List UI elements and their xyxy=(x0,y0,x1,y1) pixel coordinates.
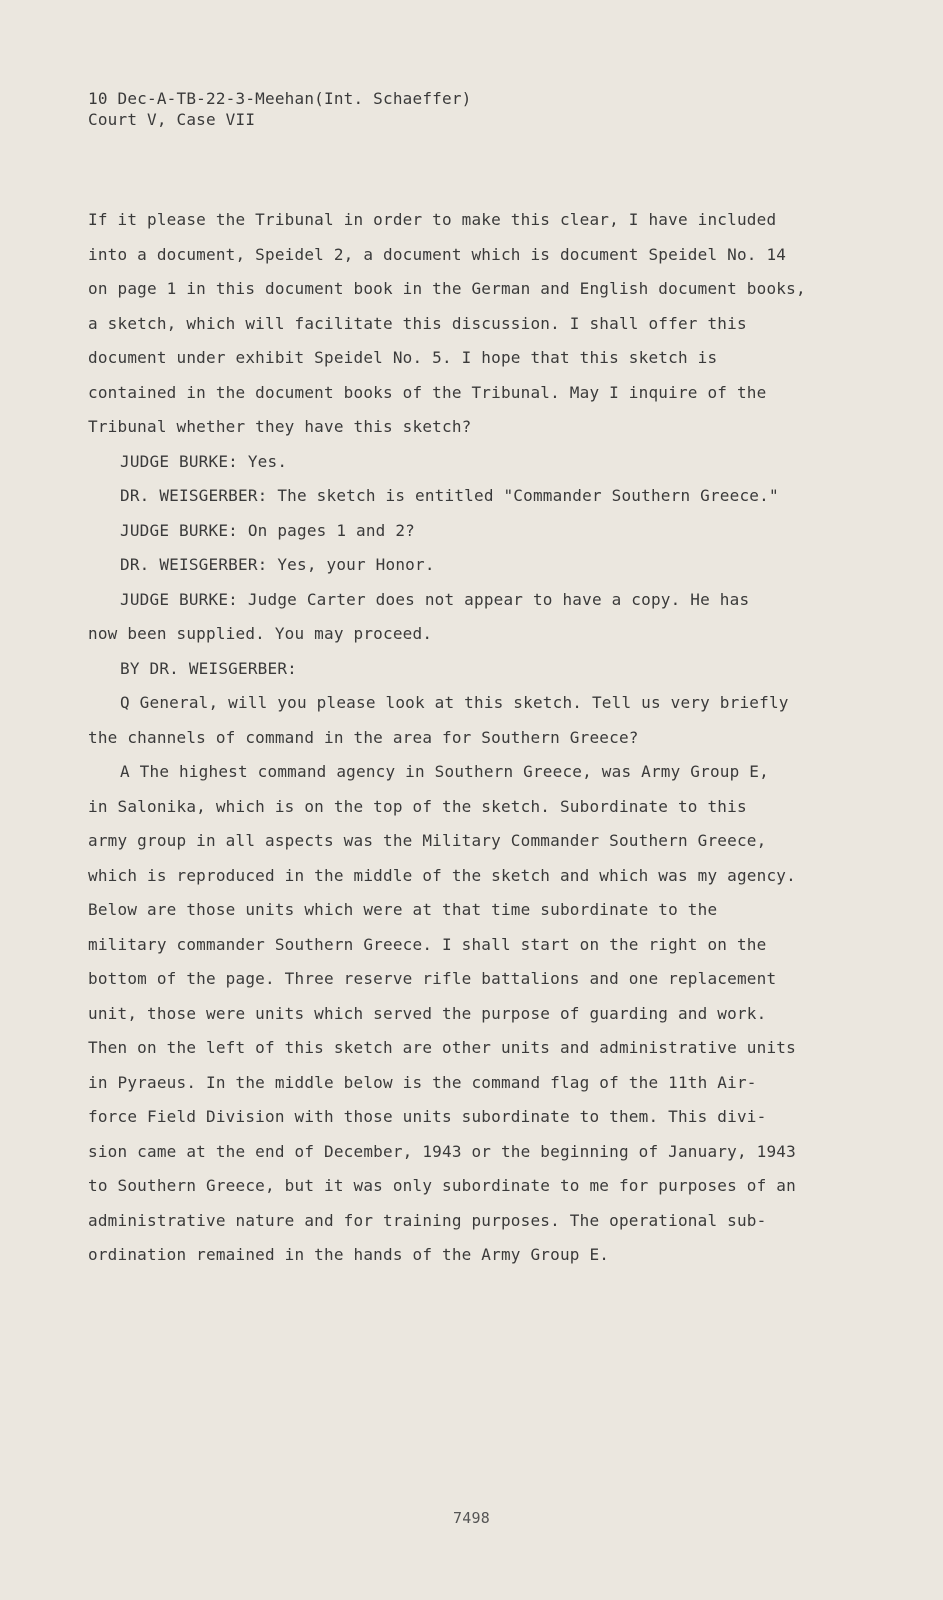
transcript-line: army group in all aspects was the Military Commander Southern Greece, xyxy=(88,831,767,850)
transcript-paragraph xyxy=(88,514,848,549)
transcript-line: force Field Division with those units subordinate to them. This divi- xyxy=(88,1107,767,1126)
transcript-line: A The highest command agency in Southern Greece, was Army Group E, xyxy=(120,762,769,781)
transcript-paragraph xyxy=(88,583,848,652)
transcript-line: BY DR. WEISGERBER: xyxy=(120,658,297,678)
transcript-line: in Salonika, which is on the top of the sketch. Subordinate to this xyxy=(88,796,747,816)
header-court-case: Court V, Case VII xyxy=(88,110,256,129)
transcript-paragraph xyxy=(88,203,848,445)
transcript-line: on page 1 in this document book in the German and English document books, xyxy=(88,279,806,298)
transcript-line: into a document, Speidel 2, a document which is document Speidel No. 14 xyxy=(88,244,787,264)
transcript-line: bottom of the page. Three reserve rifle battalions and one replacement xyxy=(88,969,777,988)
transcript-paragraph xyxy=(88,479,848,514)
transcript-paragraph xyxy=(88,652,848,687)
transcript-line: JUDGE BURKE: Yes. xyxy=(120,451,288,471)
document-header xyxy=(88,88,471,130)
transcript-line: Below are those units which were at that time subordinate to the xyxy=(88,900,718,919)
transcript-line: unit, those were units which served the purpose of guarding and work. xyxy=(88,1003,767,1023)
transcript-paragraph xyxy=(88,548,848,583)
transcript-line: JUDGE BURKE: Judge Carter does not appear to have a copy. He has xyxy=(120,589,750,609)
transcript-line: military commander Southern Greece. I shall start on the right on the xyxy=(88,934,767,954)
transcript-line: the channels of command in the area for Southern Greece? xyxy=(88,727,639,747)
transcript-line: ordination remained in the hands of the Army Group E. xyxy=(88,1245,610,1264)
transcript-line: a sketch, which will facilitate this discussion. I shall offer this xyxy=(88,313,747,333)
transcript-line: administrative nature and for training purposes. The operational sub- xyxy=(88,1210,767,1230)
transcript-paragraph xyxy=(88,686,848,755)
transcript-line: If it please the Tribunal in order to make this clear, I have included xyxy=(88,210,777,229)
transcript-line: DR. WEISGERBER: The sketch is entitled "Commander Southern Greece." xyxy=(120,486,779,505)
transcript-line: now been supplied. You may proceed. xyxy=(88,624,433,643)
transcript-line: sion came at the end of December, 1943 or the beginning of January, 1943 xyxy=(88,1141,796,1161)
transcript-body xyxy=(88,203,848,1273)
transcript-line: Then on the left of this sketch are other units and administrative units xyxy=(88,1038,796,1057)
transcript-line: DR. WEISGERBER: Yes, your Honor. xyxy=(120,555,435,574)
transcript-line: in Pyraeus. In the middle below is the command flag of the 11th Air- xyxy=(88,1072,757,1092)
transcript-paragraph xyxy=(88,755,848,1273)
page-number: 7498 xyxy=(453,1509,490,1527)
transcript-line: Q General, will you please look at this sketch. Tell us very briefly xyxy=(120,693,789,712)
transcript-line: Tribunal whether they have this sketch? xyxy=(88,417,472,436)
transcript-line: document under exhibit Speidel No. 5. I hope that this sketch is xyxy=(88,348,718,367)
header-reference: 10 Dec-A-TB-22-3-Meehan(Int. Schaeffer) xyxy=(88,89,472,108)
transcript-line: which is reproduced in the middle of the sketch and which was my agency. xyxy=(88,865,796,885)
transcript-paragraph xyxy=(88,445,848,480)
transcript-line: JUDGE BURKE: On pages 1 and 2? xyxy=(120,520,415,540)
transcript-line: to Southern Greece, but it was only subordinate to me for purposes of an xyxy=(88,1176,796,1195)
transcript-line: contained in the document books of the Tribunal. May I inquire of the xyxy=(88,382,767,402)
